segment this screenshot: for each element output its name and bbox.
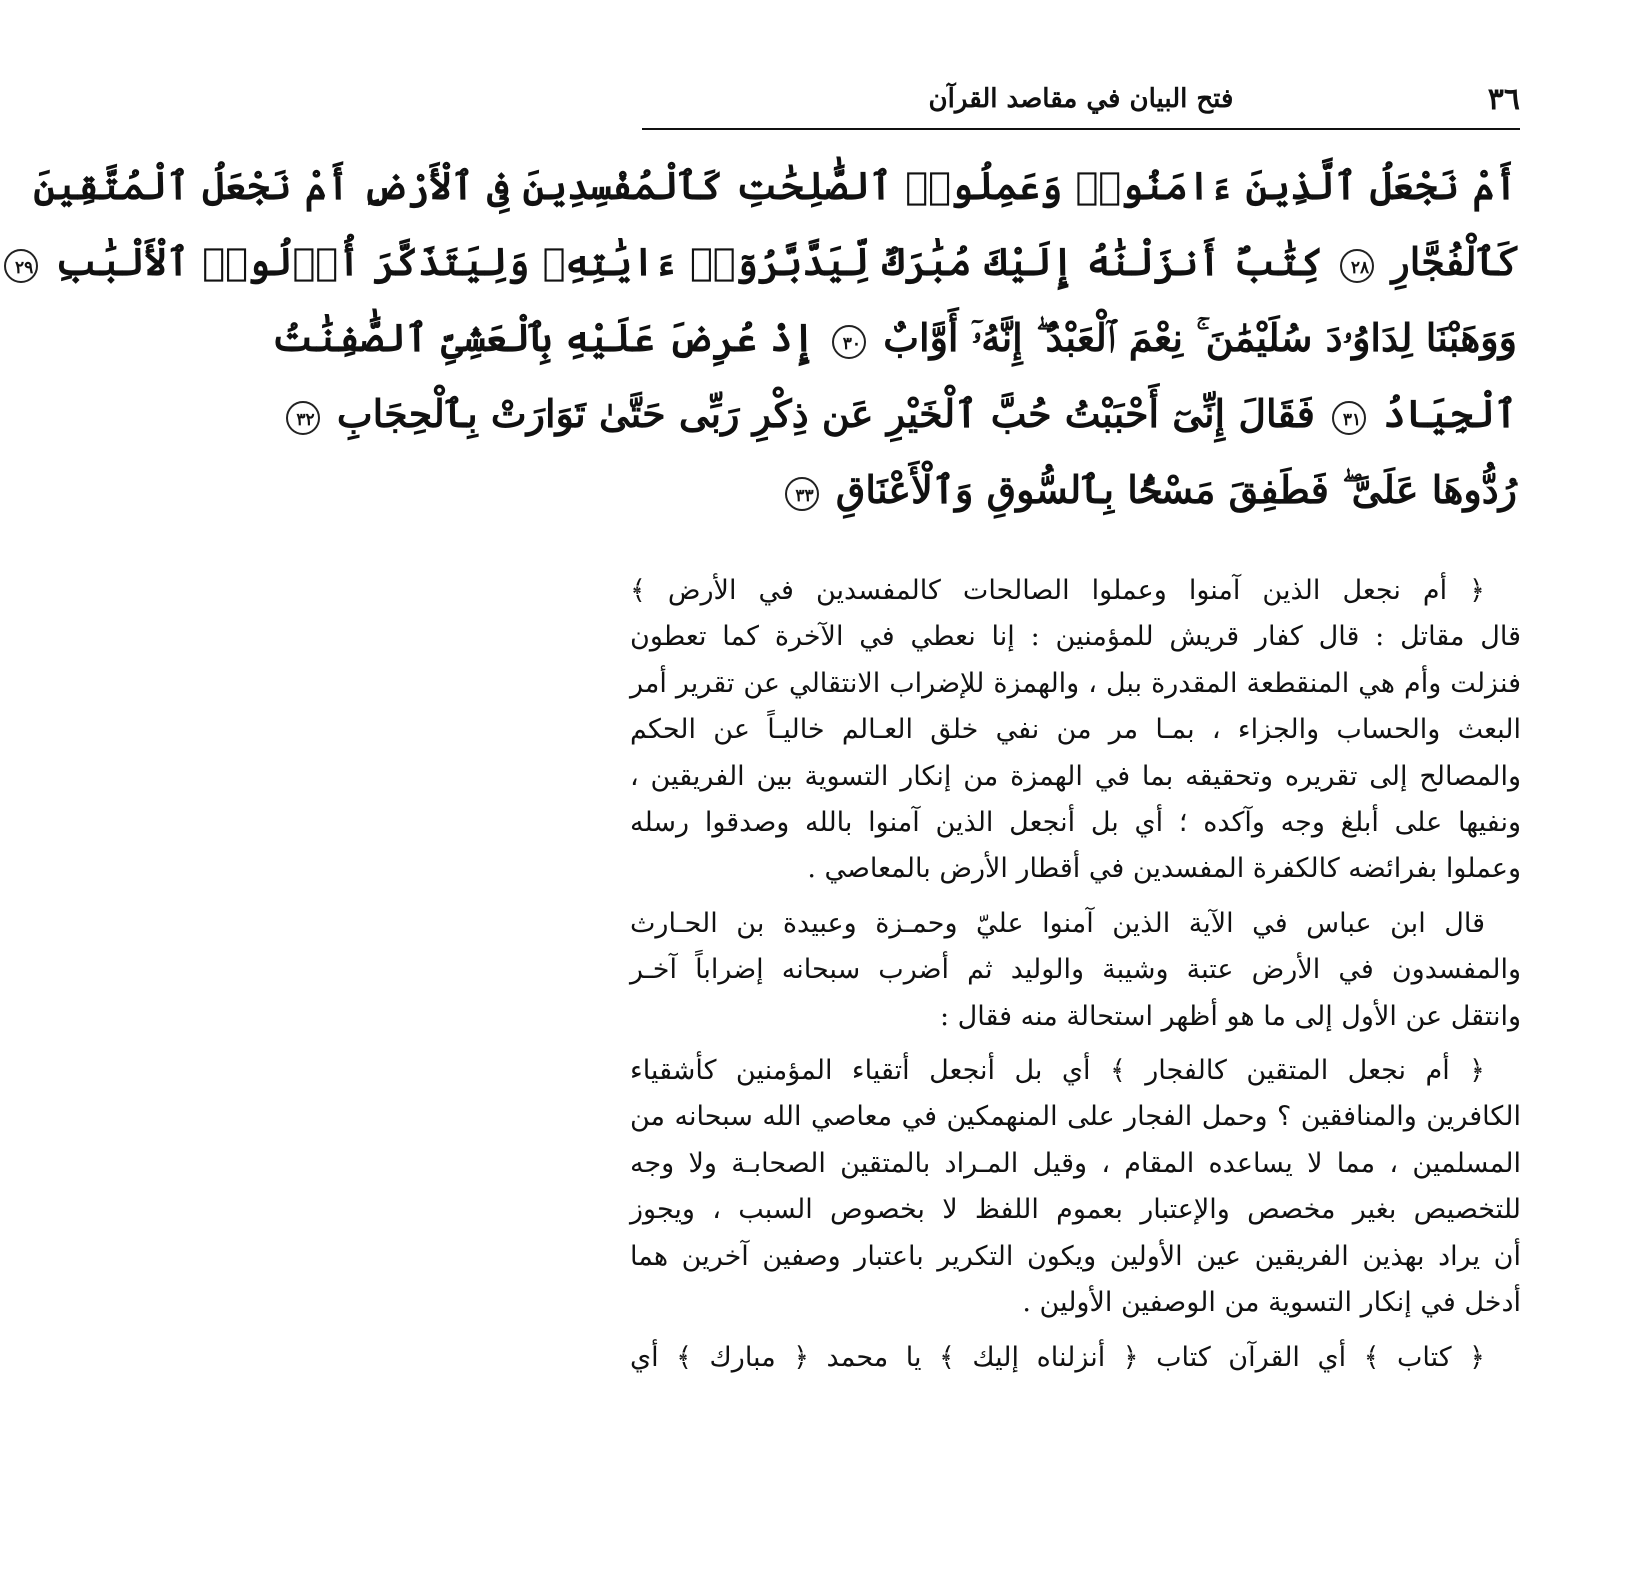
ayah-number-marker: ٢٩	[4, 249, 38, 283]
text-line: ونفيها على أبلغ وجه وآكده ؛ أي بل أنجعل الذين آمنوا بالله وصدقوا رسله	[630, 807, 1521, 839]
verse-text: كَٱلْفُجَّارِ	[1391, 239, 1517, 284]
text-line: البعث والحساب والجزاء ، بمـا مر من نفي خلق العـالم خاليـاً عن الحكم	[630, 714, 1521, 746]
verse-text: وَوَهَبْنَا لِدَاوُۥدَ سُلَيْمَٰنَ ۚ نِعْمَ ٱلْعَبْدُ ۖ إِنَّهُۥٓ أَوَّابٌ	[883, 315, 1517, 360]
text-line: قال ابن عباس في الآية الذين آمنوا عليّ وحمـزة وعبيدة بن الحـارث	[630, 907, 1485, 939]
ayah-number-marker: ٣٢	[286, 401, 320, 435]
text-line: ﴿ أم نجعل الذين آمنوا وعملوا الصالحات كالمفسدين في الأرض ﴾	[630, 575, 1485, 606]
verse-text: فَقَالَ إِنِّىٓ أَحْبَبْتُ حُبَّ ٱلْخَيْرِ عَن ذِكْرِ رَبِّى حَتَّىٰ تَوَارَتْ بِٱلْحِجَابِ	[336, 391, 1315, 436]
verse-text: رُدُّوهَا عَلَىَّ ۖ فَطَفِقَ مَسْحًۢا بِٱلسُّوقِ وَٱلْأَعْنَاقِ	[835, 467, 1517, 512]
text-line: قال مقاتل : قال كفار قريش للمؤمنين : إنا نعطي في الآخرة كما تعطون	[630, 621, 1521, 653]
quran-line	[33, 148, 1517, 224]
quran-line	[272, 300, 1517, 376]
quran-line	[14, 224, 1517, 300]
text-line: ﴿ أم نجعل المتقين كالفجار ﴾ أي بل أنجعل أتقياء المؤمنين كأشقياء	[630, 1055, 1485, 1087]
text-line: أن يراد بهذين الفريقين عين الأولين ويكون التكرير باعتبار وصفين آخرين هما	[630, 1240, 1521, 1272]
book-title: فتح البيان في مقاصد القرآن	[928, 84, 1234, 114]
verse-text: ٱلْجِيَادُ	[1383, 391, 1517, 436]
ayah-number-marker: ٢٨	[1340, 249, 1374, 283]
verse-text: أَمْ نَجْعَلُ ٱلَّذِينَ ءَامَنُوا۟ وَعَمِلُوا۟ ٱلصَّٰلِحَٰتِ كَٱلْمُفْسِدِينَ فِى ٱلْأَرْضِ أَمْ نَجْعَلُ ٱلْمُتَّقِينَ	[33, 163, 1517, 208]
page-header	[642, 78, 1520, 130]
header-rule	[642, 128, 1520, 130]
text-line: ﴿ كتاب ﴾ أي القرآن كتاب ﴿ أنزلناه إليك ﴾ يا محمد ﴿ مبارك ﴾ أي	[630, 1341, 1485, 1373]
document-page	[14, 0, 1635, 1574]
text-line: وعملوا بفرائضه كالكفرة المفسدين في أقطار الأرض بالمعاصي .	[807, 853, 1521, 885]
quran-line	[640, 452, 1517, 528]
ayah-number-marker: ٣٠	[832, 325, 866, 359]
text-line: وانتقل عن الأول إلى ما هو أظهر استحالة منه فقال :	[939, 1000, 1521, 1032]
text-line: فنزلت وأم هي المنقطعة المقدرة ببل ، والهمزة للإضراب الانتقالي عن تقرير أمر	[630, 667, 1521, 699]
ayah-number-marker: ٣١	[1332, 401, 1366, 435]
quran-line	[296, 376, 1517, 452]
paragraph	[630, 568, 1521, 893]
text-line: المسلمين ، مما لا يساعده المقام ، وقيل المـراد بالمتقين الصحابـة ولا وجه	[630, 1147, 1521, 1179]
paragraph	[630, 1335, 1521, 1381]
text-line: أدخل في إنكار التسوية من الوصفين الأولين .	[1022, 1287, 1521, 1319]
paragraph	[630, 901, 1521, 1040]
page-number: ٣٦	[1487, 82, 1520, 117]
commentary-text	[630, 568, 1521, 1389]
paragraph	[630, 1048, 1521, 1326]
text-line: والمفسدون في الأرض عتبة وشيبة والوليد ثم أضرب سبحانه إضراباً آخـر	[630, 954, 1521, 986]
quran-verses	[14, 148, 1517, 528]
verse-text: كِتَٰبٌ أَنزَلْنَٰهُ إِلَيْكَ مُبَٰرَكٌ لِّيَدَّبَّرُوٓا۟ ءَايَٰتِهِۦ وَلِيَتَذَكَّرَ أُو۟لُوا۟ ٱلْأَلْبَٰبِ	[55, 239, 1323, 284]
text-line: للتخصيص بغير مخصص والإعتبار بعموم اللفظ لا بخصوص السبب ، ويجوز	[630, 1194, 1521, 1226]
ayah-number-marker: ٣٣	[785, 477, 819, 511]
verse-text: إِذْ عُرِضَ عَلَيْهِ بِٱلْعَشِىِّ ٱلصَّٰفِنَٰتُ	[272, 315, 815, 360]
text-line: والمصالح إلى تقريره وتحقيقه بما في الهمزة من إنكار التسوية بين الفريقين ،	[630, 760, 1521, 792]
text-line: الكافرين والمنافقين ؟ وحمل الفجار على المنهمكين في معاصي الله سبحانه من	[630, 1101, 1521, 1133]
